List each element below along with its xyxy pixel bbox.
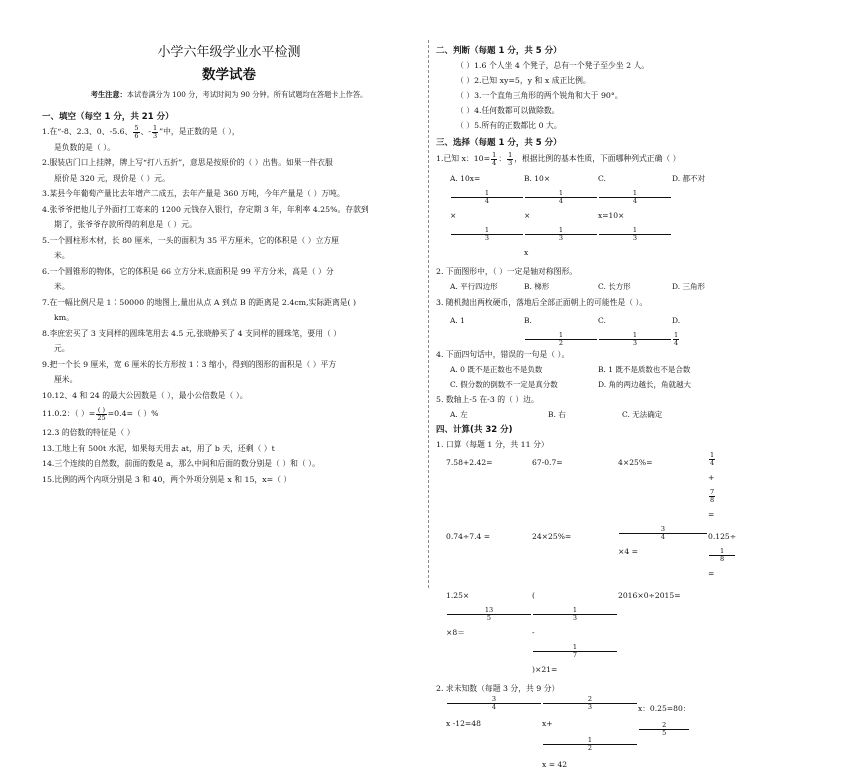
q11-text: =0.4=（ ）% bbox=[107, 409, 159, 418]
choice-q2-options bbox=[436, 279, 826, 295]
option-a[interactable]: A. 平行四边形 bbox=[450, 282, 498, 291]
fraction-den: 6 bbox=[134, 131, 139, 140]
q11-text: 11.0.2：（ ）= bbox=[42, 409, 96, 418]
option-d[interactable]: D. 都不对 bbox=[672, 174, 706, 183]
question-15: 15.比例的两个内项分别是 3 和 40，两个外项分别是 x 和 15，x=（ ） bbox=[42, 474, 292, 484]
option-a[interactable]: A. 左 bbox=[450, 410, 468, 419]
calc-item: 24×25%= bbox=[532, 532, 572, 541]
equation-1: 3 4 x -12=48 bbox=[446, 696, 542, 778]
question-7a: 7.在一幅比例尺是 1∶50000 的地图上,量出从点 A 到点 B 的距离是 2.4cm,实际距离是( ) bbox=[42, 297, 357, 307]
calc-item: 7.58+2.42= bbox=[446, 458, 493, 467]
question-13: 13.工地上有 500t 水泥，如果每天用去 at，用了 b 天，还剩（ ）t bbox=[42, 443, 275, 453]
question-11 bbox=[42, 403, 416, 425]
calc-item: 1 4 + 7 8 = bbox=[708, 451, 715, 519]
calc-sub1: 1. 口算（每题 1 分，共 11 分） bbox=[436, 440, 549, 449]
judge-item: （ ）3.一个直角三角形的两个锐角和大于 90°。 bbox=[456, 91, 623, 100]
section2-heading: 二、判断（每题 1 分，共 5 分） bbox=[436, 46, 562, 56]
option-b[interactable]: B. 10× 1 4 × 1 3 x bbox=[524, 168, 598, 264]
choice-q3: 3. 随机抛出两枚硬币，落地后全部正面朝上的可能性是（ ）。 bbox=[436, 298, 648, 307]
option-c[interactable]: C. 假分数的倒数不一定是真分数 bbox=[450, 380, 558, 389]
exam-notice bbox=[42, 90, 416, 100]
choice-q1-text: ，根据比例的基本性质，下面哪种列式正确（ ） bbox=[514, 154, 681, 163]
fraction: $\frac{1}{3}$ bbox=[508, 150, 513, 167]
question-4a: 4.张爷爷把他儿子外面打工寄来的 1200 元钱存入银行，存定期 3 年，年利率 4.25%。存款到 bbox=[42, 204, 369, 214]
option-a[interactable]: A. 0 既不是正数也不是负数 bbox=[450, 365, 543, 374]
question-6a: 6.一个圆锥形的物体，它的体积是 66 立方分米,底面积是 99 平方分米，高是（ ）分 bbox=[42, 266, 334, 276]
fraction-num: 1 bbox=[152, 123, 158, 132]
option-b[interactable]: B. 梯形 bbox=[524, 282, 550, 291]
option-c[interactable]: C. 长方形 bbox=[598, 282, 631, 291]
choice-q4: 4. 下面四句话中，错误的一句是（ ）。 bbox=[436, 350, 570, 359]
calc-item: 0.74÷7.4 = bbox=[446, 532, 491, 541]
calc-item: 3 4 ×4 = bbox=[618, 526, 708, 585]
section3-heading: 三、选择（每题 1 分，共 5 分） bbox=[436, 138, 562, 148]
question-6b: 米。 bbox=[54, 282, 70, 291]
option-c[interactable]: C. 1 4 x=10× 1 3 bbox=[598, 168, 672, 264]
question-4b: 期了，张爷爷存款所得的利息是（ ）元。 bbox=[54, 220, 197, 229]
option-b[interactable]: B. 1 2 bbox=[524, 310, 598, 347]
judge-item: （ ）4.任何数都可以做除数。 bbox=[456, 106, 560, 115]
q1-text: ”中，是正数的是（ ）， bbox=[159, 127, 240, 136]
page-subtitle: 数学试卷 bbox=[202, 67, 256, 83]
column-divider bbox=[428, 40, 429, 588]
fraction bbox=[133, 125, 139, 140]
calc-row-3 bbox=[436, 585, 826, 681]
choice-q1-text: 1.已知 x：10= bbox=[436, 154, 491, 163]
notice-text: 本试卷满分为 100 分，考试时间为 90 分钟。所有试题均在答题卡上作答。 bbox=[126, 90, 368, 99]
question-3: 3.某县今年葡萄产量比去年增产二成五，去年产量是 360 万吨，今年产量是（ ）万吨。 bbox=[42, 189, 345, 198]
option-c[interactable]: C. 1 3 bbox=[598, 310, 672, 347]
question-12: 12.3 的倍数的特征是（ ） bbox=[42, 428, 135, 437]
choice-q3-options bbox=[436, 310, 826, 347]
question-2a: 2.服装店门口上挂牌，牌上写“打八五折”，意思是按原价的（ ）出售。如果一件衣服 bbox=[42, 158, 333, 167]
equation-row bbox=[436, 696, 826, 778]
left-column bbox=[42, 44, 416, 487]
question-2b: 原价是 320 元，现价是（ ）元。 bbox=[54, 173, 170, 183]
q1-text: 1.在“-8、2.3、0、-5.6、 bbox=[42, 127, 133, 136]
choice-q5: 5. 数轴上-5 在-3 的（ ）边。 bbox=[436, 395, 539, 404]
fraction-den: 25 bbox=[97, 413, 106, 422]
judge-item: （ ）5.所有的正数都比 0 大。 bbox=[456, 121, 562, 130]
right-column bbox=[436, 44, 826, 778]
equation-2: 2 3 x+ 1 2 x = 42 bbox=[542, 696, 638, 778]
option-c[interactable]: C. 无法确定 bbox=[622, 410, 663, 419]
calc-item: 1.25× 13 5 ×8＝ bbox=[446, 585, 532, 681]
judge-list bbox=[436, 58, 826, 133]
question-8a: 8.李庶宏买了 3 支同样的圆珠笔用去 4.5 元,张晓静买了 4 支同样的圆珠笔，要用（ ） bbox=[42, 328, 342, 338]
option-d[interactable]: D. 1 4 bbox=[672, 316, 681, 347]
judge-item: （ ）2.已知 xy=5，y 和 x 成正比例。 bbox=[456, 76, 591, 85]
question-1b: 是负数的是（ ）。 bbox=[54, 142, 115, 152]
page-title: 小学六年级学业水平检测 bbox=[157, 45, 301, 60]
q1-text: 、- bbox=[140, 127, 151, 136]
choice-q1-options bbox=[436, 168, 826, 264]
fraction-den: 3 bbox=[152, 131, 158, 140]
section4-heading: 四、计算(共 32 分) bbox=[436, 425, 513, 435]
calc-item: 2016×0÷2015= bbox=[618, 591, 681, 600]
fraction bbox=[96, 407, 106, 422]
fraction: $\frac{1}{4}$ bbox=[492, 150, 497, 167]
judge-item: （ ）1.6 个人坐 4 个凳子，总有一个凳子至少坐 2 人。 bbox=[456, 61, 650, 70]
choice-q4-options-2 bbox=[436, 377, 826, 392]
calc-item: 4×25%= bbox=[618, 458, 653, 467]
question-10: 10.12、4 和 24 的最大公因数是（ ），最小公倍数是（ ）。 bbox=[42, 390, 248, 400]
choice-q1: 1.已知 x：10= $\frac{1}{4}$ ： $\frac{1}{3}$ ，根据比例的基本性质，下面哪种列式正确（ ） bbox=[436, 150, 681, 167]
choice-q4-options-1 bbox=[436, 362, 826, 377]
question-5b: 米。 bbox=[54, 251, 70, 260]
calc-item: ( 1 3 - 1 7 )×21= bbox=[532, 585, 618, 681]
question-5a: 5.一个圆柱形木材，长 80 厘米，一头的面积为 35 平方厘米，它的体积是（ ）立方厘 bbox=[42, 235, 339, 245]
notice-label: 考生注意： bbox=[90, 90, 127, 99]
option-a[interactable]: A. 1 bbox=[450, 316, 465, 325]
choice-q2: 2. 下面图形中，（ ）一定是轴对称图形。 bbox=[436, 267, 578, 276]
calc-sub2: 2. 求未知数（每题 3 分，共 9 分） bbox=[436, 684, 560, 693]
question-1a bbox=[42, 124, 416, 140]
question-14: 14.三个连续的自然数，前面的数是 a，那么中间和后面的数分别是（ ）和（ ）。 bbox=[42, 459, 320, 468]
fraction bbox=[152, 125, 158, 140]
option-d[interactable]: D. 三角形 bbox=[672, 282, 706, 291]
equation-3: x：0.25=80： 2 5 bbox=[638, 704, 691, 737]
option-b[interactable]: B. 1 既不是质数也不是合数 bbox=[598, 365, 691, 374]
section1-heading: 一、填空（每空 1 分，共 21 分） bbox=[42, 112, 174, 122]
calc-row-2 bbox=[436, 526, 826, 585]
calc-row-1 bbox=[436, 452, 826, 526]
fraction-num: ( ) bbox=[97, 405, 106, 414]
calc-item: 67-0.7= bbox=[532, 458, 563, 467]
option-a[interactable]: A. 10x= 1 4 × 1 3 bbox=[450, 168, 524, 264]
calc-item: 0.125÷ 1 8 = bbox=[708, 532, 737, 578]
question-9a: 9.把一个长 9 厘米，宽 6 厘米的长方形按 1∶3 缩小，得到的图形的面积是（ ）平方 bbox=[42, 359, 337, 369]
choice-q5-options bbox=[436, 407, 826, 423]
question-7b: km。 bbox=[54, 313, 74, 322]
question-9b: 厘米。 bbox=[54, 375, 78, 384]
option-d[interactable]: D. 角的两边越长，角就越大 bbox=[598, 380, 692, 389]
fraction-num: 5 bbox=[134, 123, 139, 132]
option-b[interactable]: B. 右 bbox=[548, 410, 566, 419]
question-8b: 元。 bbox=[54, 344, 70, 353]
